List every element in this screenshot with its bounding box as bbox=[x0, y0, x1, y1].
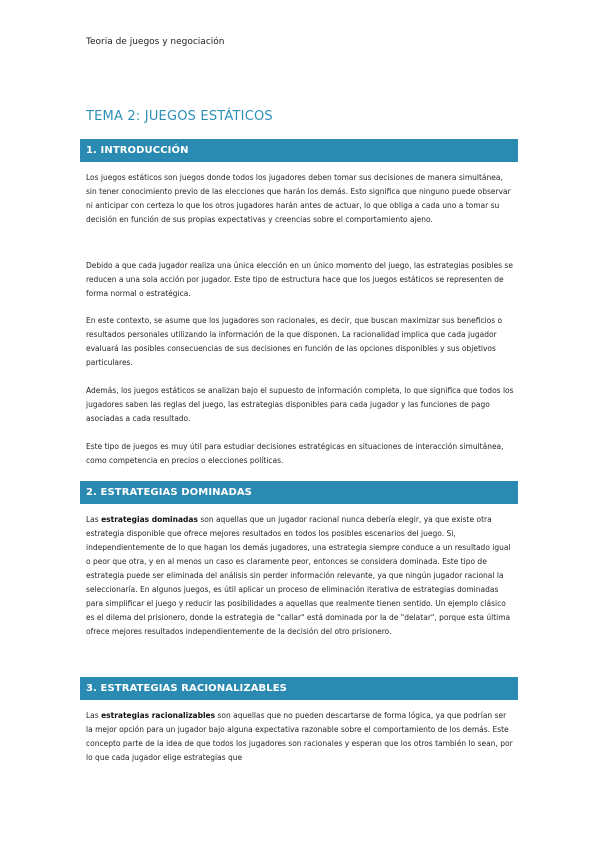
section-heading-introduccion: 1. INTRODUCCIÓN bbox=[80, 139, 518, 162]
paragraph: En este contexto, se asume que los jugadores son racionales, es decir, que buscan maximizar sus beneficios o resultados personales utilizando la información de la que disponen. La racionalidad implica que cada jugador evaluará las posibles consecuencias de sus decisiones en función de las opciones disponibles y sus objetivos particulares. bbox=[86, 316, 503, 367]
section-heading-estrategias-dominadas: 2. ESTRATEGIAS DOMINADAS bbox=[80, 481, 518, 504]
paragraph: Además, los juegos estáticos se analizan bajo el supuesto de información completa, lo que significa que todos los jugadores saben las reglas del juego, las estrategias disponibles para cada jugador y las funciones de pago asociadas a cada resultado. bbox=[86, 386, 514, 423]
text-run: Las bbox=[86, 515, 102, 524]
paragraph: Este tipo de juegos es muy útil para estudiar decisiones estratégicas en situaciones de interacción simultánea, como competencia en precios o elecciones políticas. bbox=[86, 442, 504, 465]
key-term: estrategias racionalizables bbox=[101, 711, 216, 720]
paragraph bbox=[86, 513, 514, 639]
section-heading-estrategias-racionalizables: 3. ESTRATEGIAS RACIONALIZABLES bbox=[80, 677, 518, 700]
paragraph: Los juegos estáticos son juegos donde todos los jugadores deben tomar sus decisiones de manera simultánea, sin tener conocimiento previo de las elecciones que harán los demás. Esto significa que ninguno puede observar ni anticipar con certeza lo que los otros jugadores harán antes de actuar, lo que obliga a cada uno a tomar su decisión en función de sus propias expectativas y creencias sobre el comportamiento ajeno. bbox=[86, 173, 511, 224]
page-title: TEMA 2: JUEGOS ESTÁTICOS bbox=[86, 109, 273, 124]
text-run: Las bbox=[86, 711, 102, 720]
paragraph: Debido a que cada jugador realiza una única elección en un único momento del juego, las estrategias posibles se reducen a una sola acción por jugador. Este tipo de estructura hace que los juegos estáticos se representen de forma normal o estratégica. bbox=[86, 261, 513, 298]
text-run: son aquellas que un jugador racional nunca debería elegir, ya que existe otra estrategia disponible que ofrece mejores resultados en todos los posibles escenarios del juego. Si, independientemente de lo que hagan los demás jugadores, una estrategia siempre conduce a un resultado igual o peor que otra, y en al menos un caso es claramente peor, entonces se considera dominada. Este tipo de estrategia puede ser eliminada del análisis sin perder información relevante, ya que ningún jugador racional la seleccionaría. En algunos juegos, es útil aplicar un proceso de eliminación iterativa de estrategias dominadas para simplificar el juego y reducir las posibilidades a aquellas que realmente tienen sentido. Un ejemplo clásico es el dilema del prisionero, donde la estrategia de "callar" está dominada por la de "delatar", porque esta última ofrece mejores resultados independientemente de la decisión del otro prisionero. bbox=[86, 515, 511, 636]
key-term: estrategias dominadas bbox=[101, 515, 198, 524]
paragraph bbox=[86, 709, 514, 765]
running-header: Teoria de juegos y negociación bbox=[86, 37, 225, 47]
text-run: son aquellas que no pueden descartarse de forma lógica, ya que podrían ser la mejor opción para un jugador bajo alguna expectativa razonable sobre el comportamiento de los demás. Este concepto parte de la idea de que todos los jugadores son racionales y esperan que los otros también lo sean, por lo que cada jugador elige estrategias que bbox=[86, 711, 513, 762]
